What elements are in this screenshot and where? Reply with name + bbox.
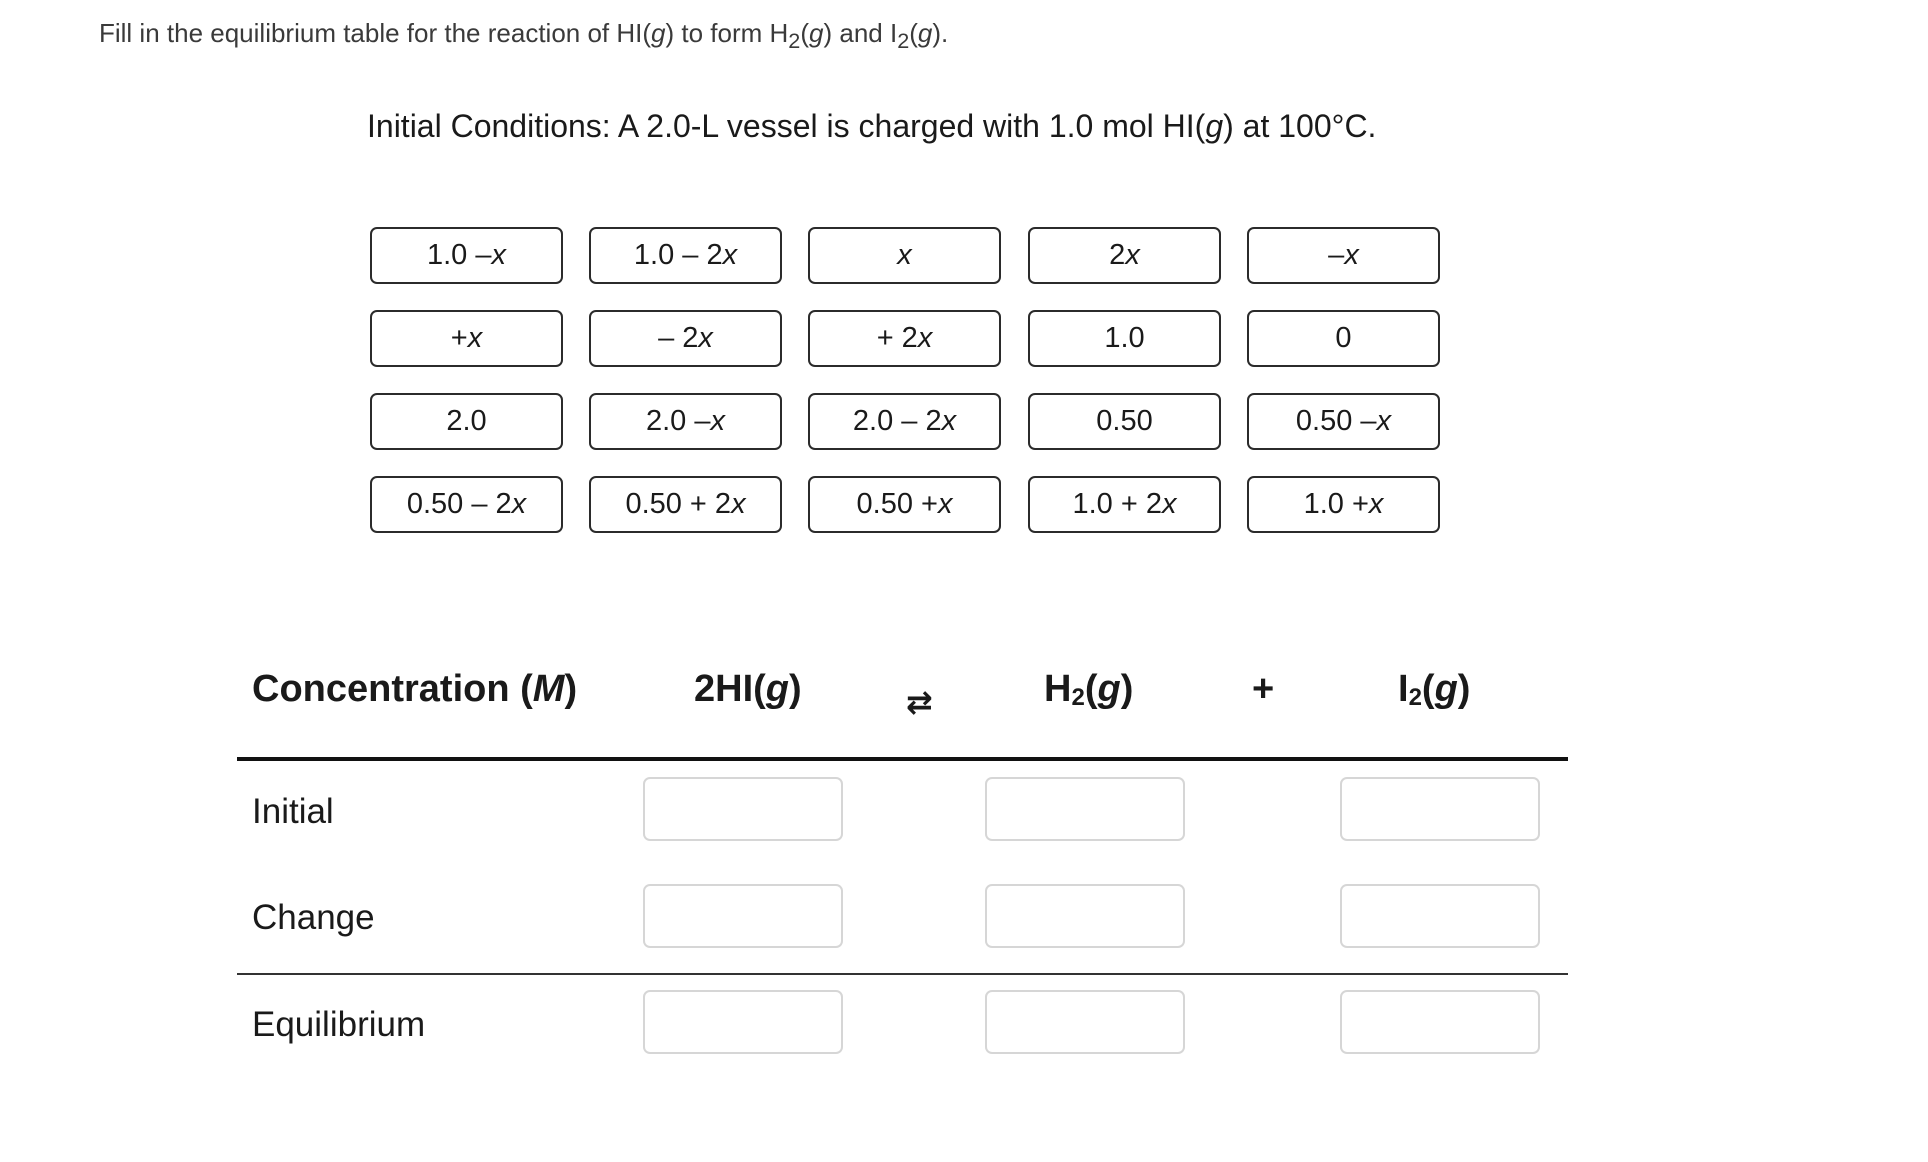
species-h2-header: $H_2(g)$: [1044, 668, 1134, 711]
answer-tile[interactable]: 2.0 – 2 x: [808, 393, 1001, 450]
answer-tile[interactable]: 1.0 + 2 x: [1028, 476, 1221, 533]
equilibrium-arrow-icon: ⇄: [906, 684, 933, 720]
answer-tile[interactable]: x: [808, 227, 1001, 284]
species-hi-header: 2HI(g): [694, 668, 802, 710]
initial-conditions-text: Initial Conditions: A 2.0-L vessel is charged with 1.0 mol HI(g) at 100°C.: [367, 108, 1377, 144]
row-label-initial: Initial: [252, 792, 334, 831]
concentration-header: Concentration (M): [252, 668, 578, 710]
instruction-text: Fill in the equilibrium table for the reaction of HI(g) to form $H_2(g)$ and $I_2(g)$.: [99, 18, 949, 54]
drop-slot-initial-hi[interactable]: [643, 777, 843, 841]
drop-slot-change-hi[interactable]: [643, 884, 843, 948]
drop-slot-initial-i2[interactable]: [1340, 777, 1540, 841]
plus-sign: +: [1252, 668, 1275, 710]
row-label-change: Change: [252, 898, 375, 937]
answer-tile[interactable]: – x: [1247, 227, 1440, 284]
header-divider: [237, 757, 1568, 761]
answer-tile[interactable]: 1.0 – x: [370, 227, 563, 284]
row-label-equilibrium: Equilibrium: [252, 1005, 426, 1044]
answer-tile[interactable]: + 2 x: [808, 310, 1001, 367]
drop-slot-equilibrium-hi[interactable]: [643, 990, 843, 1054]
answer-tile[interactable]: 0.50 + 2 x: [589, 476, 782, 533]
answer-tile[interactable]: 0.50 – 2 x: [370, 476, 563, 533]
answer-tile[interactable]: 1.0 + x: [1247, 476, 1440, 533]
answer-tile[interactable]: – 2 x: [589, 310, 782, 367]
answer-tile[interactable]: 0.50 – x: [1247, 393, 1440, 450]
drop-slot-equilibrium-i2[interactable]: [1340, 990, 1540, 1054]
answer-tile[interactable]: + x: [370, 310, 563, 367]
drop-slot-change-i2[interactable]: [1340, 884, 1540, 948]
equilibrium-divider: [237, 973, 1568, 975]
answer-tile[interactable]: 1.0 – 2 x: [589, 227, 782, 284]
drop-slot-initial-h2[interactable]: [985, 777, 1185, 841]
drop-slot-change-h2[interactable]: [985, 884, 1185, 948]
answer-tile[interactable]: 1.0: [1028, 310, 1221, 367]
answer-tile[interactable]: 0.50 + x: [808, 476, 1001, 533]
answer-tile[interactable]: 0: [1247, 310, 1440, 367]
answer-tile[interactable]: 2 x: [1028, 227, 1221, 284]
answer-tile-bank: [370, 227, 1440, 537]
drop-slot-equilibrium-h2[interactable]: [985, 990, 1185, 1054]
answer-tile[interactable]: 2.0: [370, 393, 563, 450]
answer-tile[interactable]: 0.50: [1028, 393, 1221, 450]
answer-tile[interactable]: 2.0 – x: [589, 393, 782, 450]
species-i2-header: $I_2(g)$: [1398, 668, 1471, 711]
